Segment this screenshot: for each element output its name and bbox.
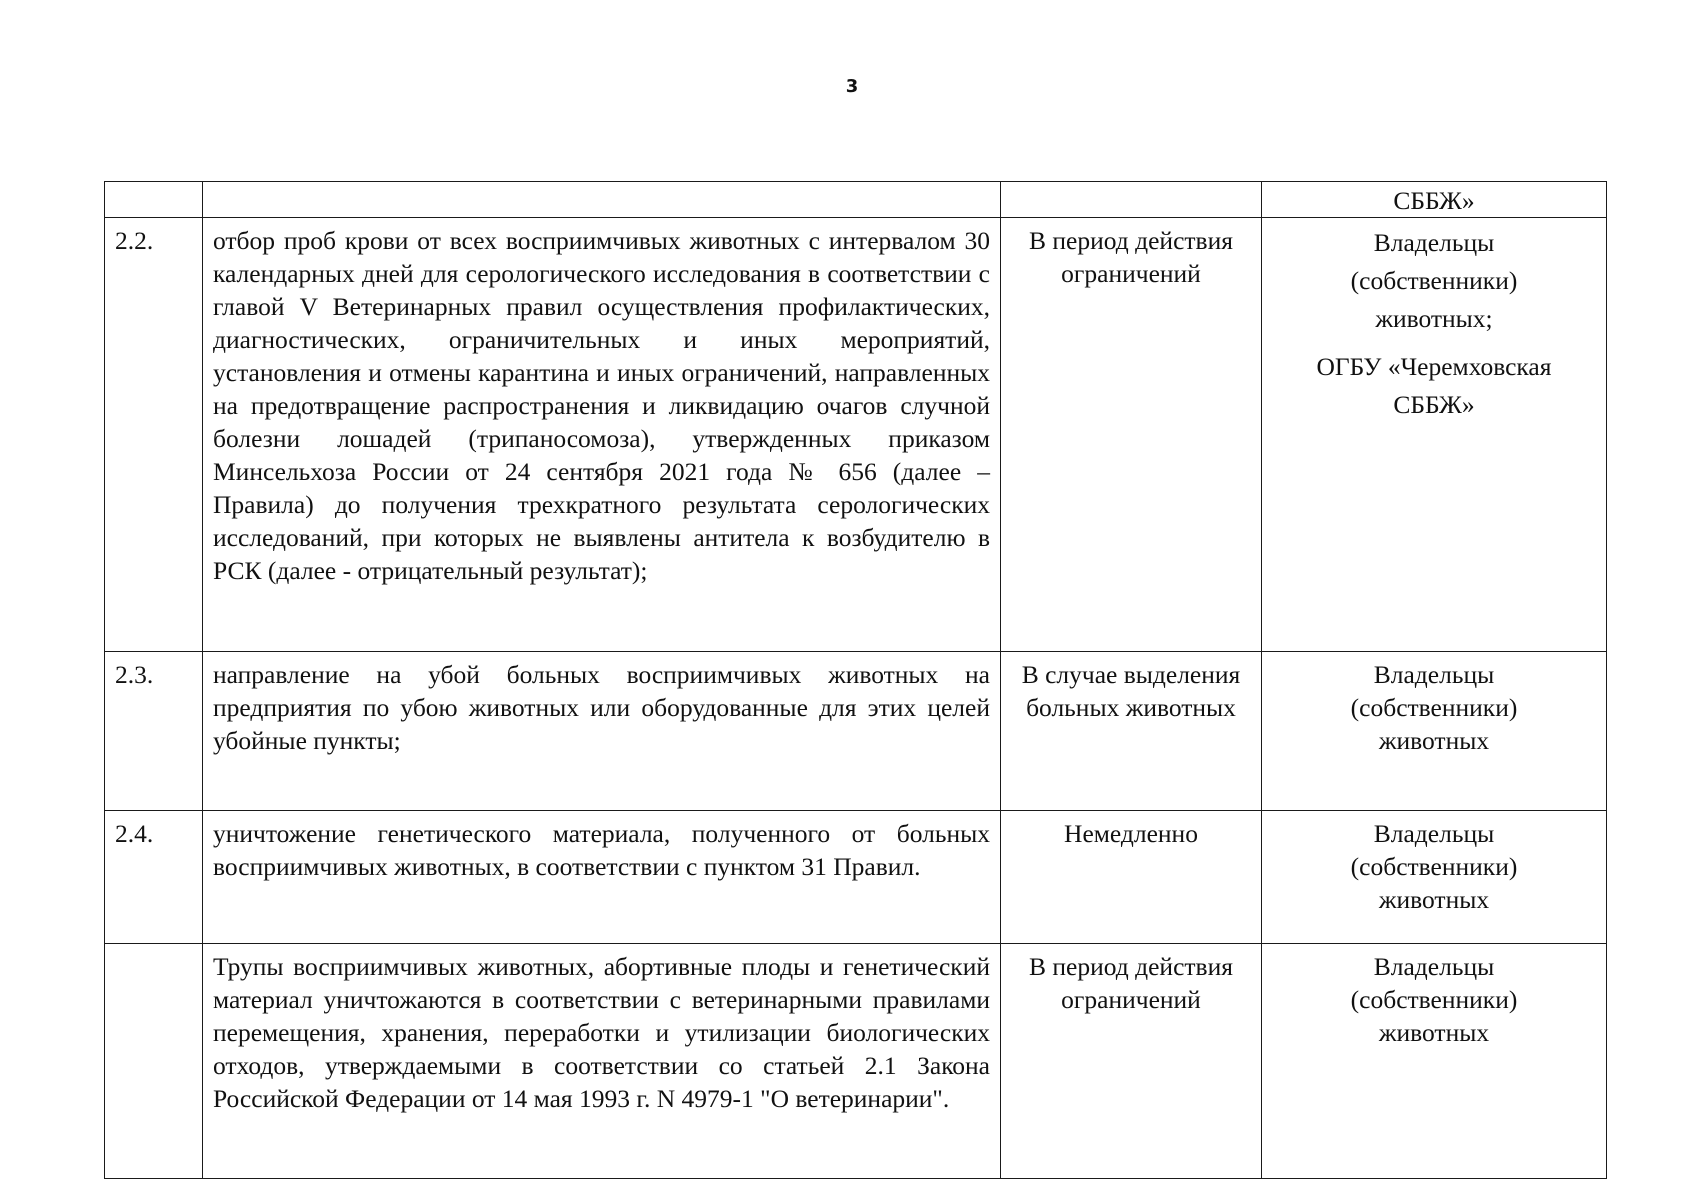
row-period	[1001, 182, 1262, 218]
responsible-line: животных;	[1375, 304, 1493, 333]
responsible-line: животных	[1378, 726, 1490, 755]
responsible-line: животных	[1378, 1018, 1490, 1047]
row-period: Немедленно	[1001, 811, 1262, 944]
responsible-line: Владельцы	[1373, 819, 1495, 848]
responsible-line: ОГБУ «Черемховская	[1316, 352, 1552, 381]
table-row	[105, 652, 1607, 811]
responsible-line: (собственники)	[1350, 985, 1518, 1014]
row-action: отбор проб крови от всех восприимчивых животных с интервалом 30 календарных дней для серологического исследования в соответствии с главой V Ветеринарных правил осуществления профилактических, диагностических, ограничительных и иных мероприятий, установления и отмены карантина и иных ограничений, направленных на предотвращение распространения и ликвидацию очагов случной болезни лошадей (трипаносомоза), утвержденных приказом Минсельхоза России от 24 сентября 2021 года № 656 (далее – Правила) до получения трехкратного результата серологических исследований, при которых не выявлены антитела к возбудителю в РСК (далее - отрицательный результат);	[203, 218, 1001, 652]
row-responsible	[1262, 944, 1607, 1179]
table-row-continuation	[105, 182, 1607, 218]
row-action: направление на убой больных восприимчивых животных на предприятия по убою животных или оборудованные для этих целей убойные пункты;	[203, 652, 1001, 811]
responsible-line: Владельцы	[1373, 228, 1495, 257]
responsible-line: Владельцы	[1373, 660, 1495, 689]
responsible-line: СББЖ»	[1393, 390, 1475, 419]
responsible-line: (собственники)	[1350, 852, 1518, 881]
row-period: В случае выделения больных животных	[1001, 652, 1262, 811]
row-action: Трупы восприимчивых животных, абортивные плоды и генетический материал уничтожаются в соответствии с ветеринарными правилами перемещения, хранения, переработки и утилизации биологических отходов, утверждаемыми в соответствии со статьей 2.1 Закона Российской Федерации от 14 мая 1993 г. N 4979-1 "О ветеринарии".	[203, 944, 1001, 1179]
measures-table	[104, 181, 1607, 1179]
row-number: 2.4.	[105, 811, 203, 944]
row-period: В период действия ограничений	[1001, 944, 1262, 1179]
row-period: В период действия ограничений	[1001, 218, 1262, 652]
table-row	[105, 218, 1607, 652]
row-number	[105, 944, 203, 1179]
row-number: 2.2.	[105, 218, 203, 652]
table-row	[105, 944, 1607, 1179]
row-number: 2.3.	[105, 652, 203, 811]
responsible-line: животных	[1378, 885, 1490, 914]
responsible-spacer	[1272, 338, 1596, 348]
responsible-line: (собственники)	[1350, 693, 1518, 722]
row-action	[203, 182, 1001, 218]
table-row	[105, 811, 1607, 944]
row-responsible	[1262, 218, 1607, 652]
row-responsible: СББЖ»	[1262, 182, 1607, 218]
row-number	[105, 182, 203, 218]
row-action: уничтожение генетического материала, полученного от больных восприимчивых животных, в соответствии с пунктом 31 Правил.	[203, 811, 1001, 944]
page-number: 3	[845, 76, 859, 97]
row-responsible	[1262, 652, 1607, 811]
responsible-line: Владельцы	[1373, 952, 1495, 981]
responsible-line: (собственники)	[1350, 266, 1518, 295]
row-responsible	[1262, 811, 1607, 944]
